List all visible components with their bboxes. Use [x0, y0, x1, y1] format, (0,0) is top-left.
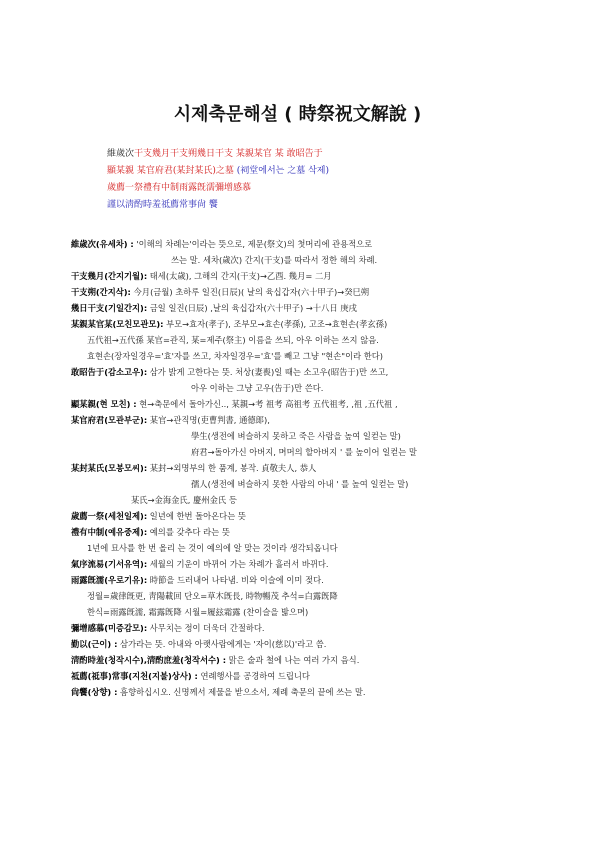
- term-explanation: 현→축문에서 돌아가신.., 某親→考 祖考 高祖考 五代祖考, ,祖 ,五代祖 ,: [136, 399, 398, 409]
- explanation-row: [71, 348, 571, 364]
- term-label: 禮有中制(예유중제):: [71, 527, 148, 537]
- term-explanation: 學生(생전에 벼슬하지 못하고 죽은 사람을 높여 일컫는 말): [191, 431, 401, 441]
- explanation-row: [71, 396, 571, 412]
- term-explanation: 某官→관직명(吏曹判書, 通德郞),: [147, 415, 270, 425]
- explanation-row: [71, 572, 571, 588]
- term-explanation: 1년에 묘사를 한 번 올리 는 것이 예의에 알 맞는 것이라 생각되옵니다: [87, 543, 338, 553]
- term-label: 雨露旣濡(우로기유):: [71, 575, 148, 585]
- explanation-row: [71, 620, 571, 636]
- explanation-row: [71, 252, 571, 268]
- term-label: 祗薦(祗事)常事(지천(지불)상사) :: [71, 671, 198, 681]
- prayer-line-2: [107, 163, 329, 180]
- prayer-segment: 顯某親 某官府君(某封某氏)之墓: [107, 166, 234, 176]
- explanation-row: [71, 332, 571, 348]
- term-explanation: 연례행사를 공경하여 드립니다: [197, 671, 310, 681]
- explanation-row: [71, 428, 571, 444]
- term-explanation: 今月(금월) 초하루 일진(日辰)( 날의 육십갑자(六十甲子)→癸巳朔: [130, 287, 370, 297]
- explanation-row: [71, 588, 571, 604]
- explanation-row: [71, 460, 571, 476]
- explanation-row: [71, 380, 571, 396]
- prayer-segment: 謹以淸酌時羞祗薦常事尙 饗: [107, 200, 218, 210]
- term-label: 彌增感慕(미증감모):: [71, 623, 148, 633]
- explanation-row: [71, 540, 571, 556]
- term-label: 干支幾月(간지기월):: [71, 271, 148, 281]
- term-explanation: 효현손(장자일경우='효'자를 쓰고, 차자일경우='효'를 빼고 그냥 "현손"이라 한다): [87, 351, 384, 361]
- explanation-row: [71, 476, 571, 492]
- prayer-segment: 歲薦一祭禮有中制雨露旣濡彌增感慕: [107, 183, 252, 193]
- term-explanation: 삼가 밝게 고한다는 뜻. 처상(妻喪)일 때는 소고우(昭告于)만 쓰고,: [147, 367, 389, 377]
- explanation-row: [71, 364, 571, 380]
- term-explanation: 부모→효자(孝子), 조부모→효손(孝孫), 고조→효현손(孝玄孫): [163, 319, 388, 329]
- explanation-row: [71, 492, 571, 508]
- term-label: 敢昭告于(감소고우):: [71, 367, 148, 377]
- term-label: 顯某親(현 모친) :: [71, 399, 137, 409]
- explanation-row: [71, 652, 571, 668]
- prayer-text-block: [107, 146, 329, 214]
- explanation-row: [71, 300, 571, 316]
- prayer-segment: 敢昭告于: [286, 149, 323, 159]
- term-explanation: 쓰는 말. 세차(歲次) 간지(干支)를 따라서 정한 해의 차례.: [171, 255, 378, 265]
- explanation-row: [71, 412, 571, 428]
- page-title: 시제축문해설 ( 時祭祝文解說 ): [173, 104, 422, 125]
- term-explanation: 세월의 기운이 바뀌어 가는 차례가 흘러서 바뀌다.: [147, 559, 329, 569]
- explanation-row: [71, 684, 571, 700]
- term-explanation: 예의를 갖추다 라는 뜻: [147, 527, 230, 537]
- explanation-row: [71, 668, 571, 684]
- explanation-row: [71, 508, 571, 524]
- term-explanation: 時節을 드러내어 나타냄. 비와 이슬에 이미 젖다.: [147, 575, 324, 585]
- term-explanation: 일년에 한번 돌아온다는 뜻: [147, 511, 246, 521]
- term-label: 歲薦一祭(세천일제):: [71, 511, 148, 521]
- term-explanation: 某氏→金海金氏, 慶州金氏 등: [131, 495, 237, 505]
- term-explanation: 府君→돌아가신 아버지, 며머의 할아버지 ' 를 높이어 일컫는 말: [191, 447, 417, 457]
- term-explanation: 삼가라는 뜻. 아내와 아랫사람에게는 '자이(慈以)'라고 씀.: [117, 639, 327, 649]
- explanation-row: [71, 268, 571, 284]
- prayer-segment: 維歲次: [107, 149, 135, 159]
- term-label: 維歲次(유세차) :: [71, 239, 134, 249]
- term-label: 氣序流易(기서유역):: [71, 559, 148, 569]
- prayer-segment: 某親某官 某: [233, 149, 287, 159]
- prayer-line-4: [107, 197, 329, 214]
- explanation-row: [71, 284, 571, 300]
- term-explanation: 아우 이하는 그냥 고우(告于)만 쓴다.: [191, 383, 324, 393]
- term-explanation: 사무치는 정이 더욱더 간절하다.: [147, 623, 265, 633]
- explanation-row: [71, 556, 571, 572]
- explanation-row: [71, 636, 571, 652]
- term-label: 幾日干支(기일간지):: [71, 303, 148, 313]
- prayer-line-1: [107, 146, 329, 163]
- explanation-row: [71, 604, 571, 620]
- prayer-segment: 干支幾月干支朔幾日干支: [134, 149, 234, 159]
- term-explanation: 某封→외명부의 한 품계, 봉작. 貞敬夫人, 恭人: [147, 463, 317, 473]
- term-explanation: 맑은 술과 철에 나는 여러 가지 음식.: [226, 655, 360, 665]
- term-label: 勤以(근이) :: [71, 639, 118, 649]
- term-label: 干支朔(간지삭):: [71, 287, 131, 297]
- explanation-row: [71, 316, 571, 332]
- term-explanation: '이해의 차례는'이라는 뜻으로, 제문(祭文)의 첫머리에 관용적으로: [133, 239, 373, 249]
- explanation-list: [71, 236, 571, 700]
- term-label: 尙饗(상향) :: [71, 687, 118, 697]
- term-explanation: 한식=雨露旣濡, 霜露旣降 시월=履玆霜露 (찬이슬을 밟으며): [87, 607, 309, 617]
- term-explanation: 孺人(생전에 벼슬하지 못한 사람의 아내 ' 를 높여 일컫는 말): [191, 479, 409, 489]
- term-explanation: 五代祖→五代孫 某官=관직, 某=제주(祭主) 이름을 쓰되, 아우 이하는 쓰지 않음.: [87, 335, 379, 345]
- prayer-segment: (祠堂에서는 之墓 삭제): [233, 166, 329, 176]
- explanation-row: [71, 444, 571, 460]
- term-explanation: 흠향하십시오. 신명께서 제물을 받으소서, 제례 축문의 끝에 쓰는 말.: [117, 687, 366, 697]
- term-label: 某封某氏(모봉모씨):: [71, 463, 148, 473]
- term-label: 某親某官某(모친모관모):: [71, 319, 164, 329]
- term-label: 某官府君(모관부군):: [71, 415, 148, 425]
- term-explanation: 금일 일진(日辰) ,날의 육십갑자(六十甲子) →十八日 庚戌: [147, 303, 357, 313]
- term-explanation: 정월=歲律旣更, 靑陽載回 단오=草木旣長, 時物暢茂 추석=白露旣降: [87, 591, 338, 601]
- explanation-row: [71, 524, 571, 540]
- prayer-line-3: [107, 180, 329, 197]
- term-label: 淸酌時羞(청작시수),淸酌庶羞(청작서수) :: [71, 655, 227, 665]
- explanation-row: [71, 236, 571, 252]
- term-explanation: 태세(太歲), 그해의 간지(干支)→乙酉. 幾月= 二月: [147, 271, 332, 281]
